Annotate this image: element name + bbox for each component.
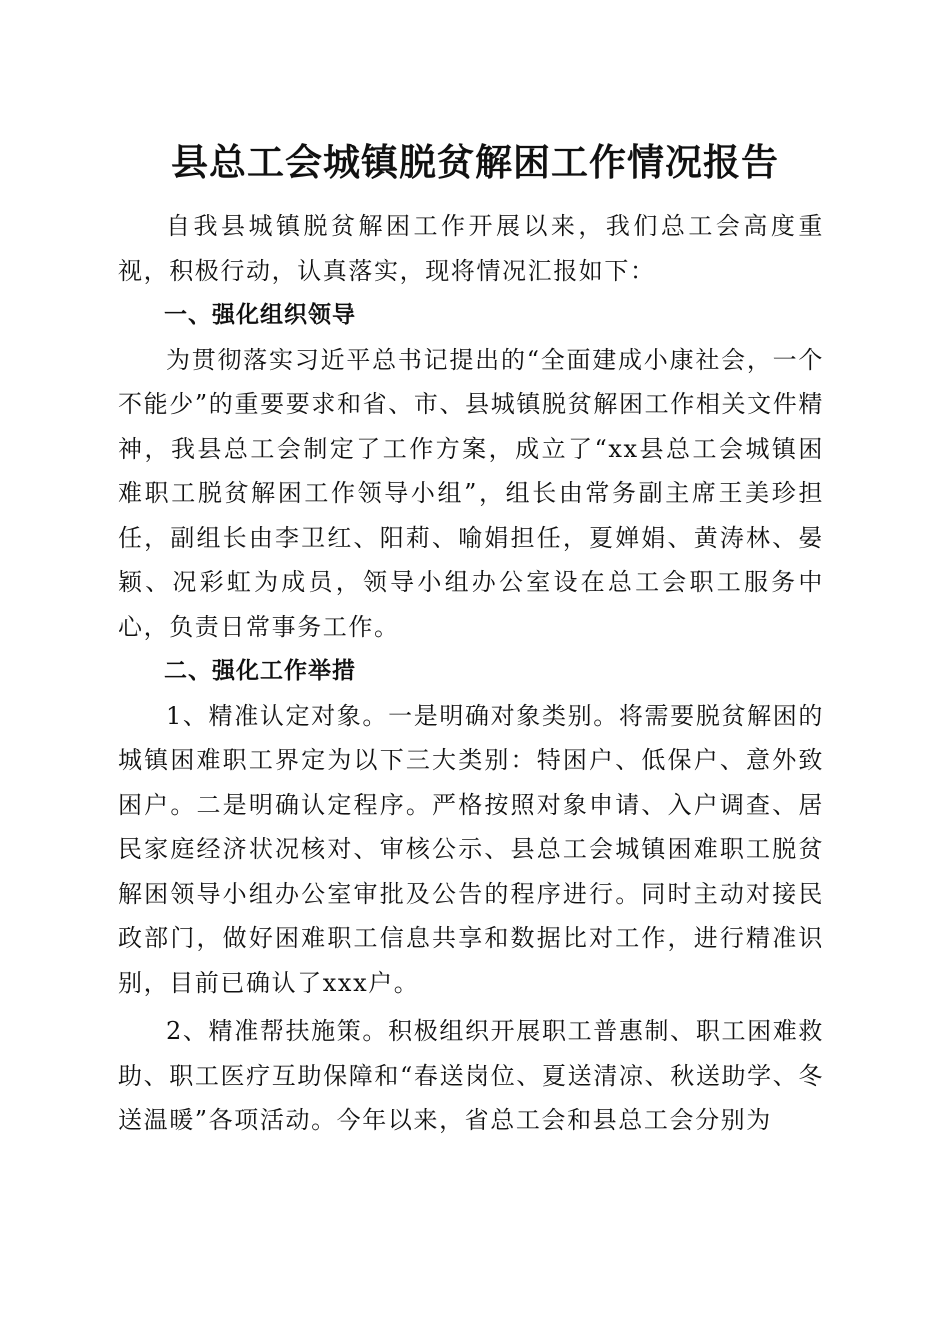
intro-paragraph: 自我县城镇脱贫解困工作开展以来，我们总工会高度重视，积极行动，认真落实，现将情况汇报如下：: [118, 212, 824, 285]
measures-item-2: 2、精准帮扶施策。积极组织开展职工普惠制、职工困难救助、职工医疗互助保障和“春送岗位、夏送清凉、秋送助学、冬送温暖”各项活动。今年以来，省总工会和县总工会分别为: [118, 1017, 824, 1134]
measures-item-1: 1、精准认定对象。一是明确对象类别。将需要脱贫解困的城镇困难职工界定为以下三大类别：特困户、低保户、意外致困户。二是明确认定程序。严格按照对象申请、入户调查、居民家庭经济状况核对、审核公示、县总工会城镇困难职工脱贫解困领导小组办公室审批及公告的程序进行。同时主动对接民政部门，做好困难职工信息共享和数据比对工作，进行精准识别，目前已确认了xxx户。: [118, 701, 824, 997]
section-heading-organization: 一、强化组织领导: [164, 302, 356, 328]
document-title: 县总工会城镇脱贫解困工作情况报告: [171, 140, 779, 184]
section-heading-measures: 二、强化工作举措: [164, 658, 356, 684]
document-body: [118, 204, 824, 1143]
organization-paragraph: 为贯彻落实习近平总书记提出的“全面建成小康社会，一个不能少”的重要要求和省、市、县城镇脱贫解困工作相关文件精神，我县总工会制定了工作方案，成立了“xx县总工会城镇困难职工脱贫解困工作领导小组”，组长由常务副主席王美珍担任，副组长由李卫红、阳莉、喻娟担任，夏婵娟、黄涛林、晏颖、况彩虹为成员，领导小组办公室设在总工会职工服务中心，负责日常事务工作。: [118, 345, 824, 641]
